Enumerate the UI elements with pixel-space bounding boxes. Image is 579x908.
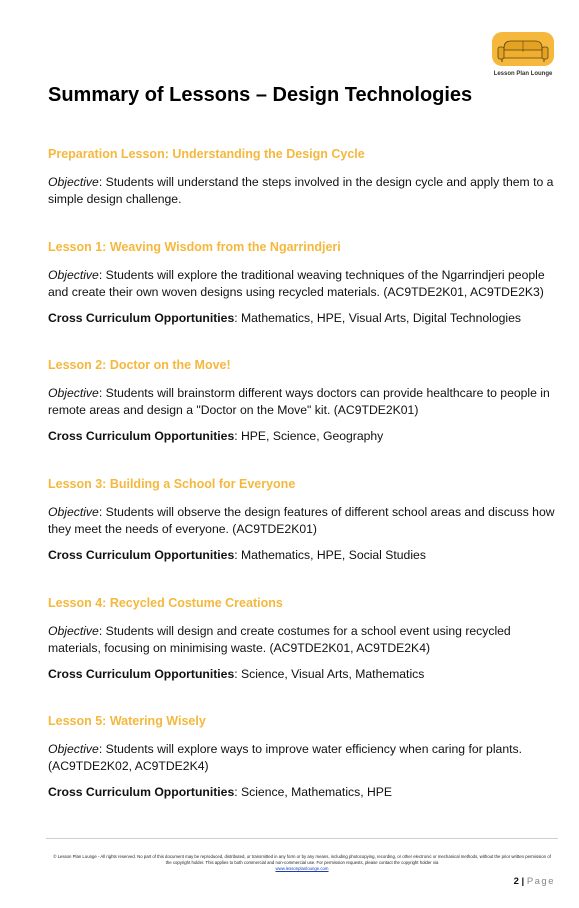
cross-curriculum-label: Cross Curriculum Opportunities <box>48 667 235 681</box>
lesson-title: Lesson 5: Watering Wisely <box>48 714 206 728</box>
objective-text: Students will design and create costumes for a school event using recycled materials, focusing on minimising waste. (AC9TDE2K01, AC9TDE2K4) <box>48 624 511 655</box>
footer-divider <box>46 838 558 839</box>
objective-label: Objective <box>48 505 99 519</box>
lesson-5 <box>48 714 558 801</box>
page-separator: | <box>521 876 525 887</box>
cross-curriculum: Cross Curriculum Opportunities: Mathematics, HPE, Visual Arts, Digital Technologies <box>48 311 521 325</box>
cross-curriculum: Cross Curriculum Opportunities: Science, Mathematics, HPE <box>48 785 393 799</box>
logo <box>488 30 558 82</box>
objective-label: Objective <box>48 268 99 282</box>
lesson-objective: Objective: Students will understand the steps involved in the design cycle and apply them to a simple design challenge. <box>48 175 554 206</box>
lesson-objective: Objective: Students will design and create costumes for a school event using recycled materials, focusing on minimising waste. (AC9TDE2K01, AC9TDE2K4) <box>48 624 511 655</box>
logo-text: Lesson Plan Lounge <box>493 71 553 77</box>
cross-curriculum: Cross Curriculum Opportunities: HPE, Science, Geography <box>48 429 384 443</box>
page-number <box>514 876 555 887</box>
objective-text: Students will observe the design features of different school areas and discuss how they meet the needs of everyone. (AC9TDE2K01) <box>48 505 555 536</box>
lesson-title: Lesson 3: Building a School for Everyone <box>48 477 296 491</box>
lesson-objective: Objective: Students will observe the design features of different school areas and discuss how they meet the needs of everyone. (AC9TDE2K01) <box>48 505 555 536</box>
objective-label: Objective <box>48 624 99 638</box>
objective-label: Objective <box>48 175 99 189</box>
lesson-title: Preparation Lesson: Understanding the Design Cycle <box>48 147 365 161</box>
lesson-preparation <box>48 147 558 208</box>
cross-curriculum-text: Mathematics, HPE, Visual Arts, Digital Technologies <box>241 311 521 325</box>
cross-curriculum-label: Cross Curriculum Opportunities <box>48 548 235 562</box>
copyright-text: © Lesson Plan Lounge - All rights reserved. No part of this document may be reproduced, distributed, or transmitted in any form or by any means, including photocopying, recording, or other electronic or mechanical methods, without the prior written permission of the copyright holder. This applies to both commercial and non-commercial use. For permission requests, please contact the copyright holder via <box>53 854 551 865</box>
sofa-icon <box>488 30 558 72</box>
objective-text: Students will explore the traditional weaving techniques of the Ngarrindjeri people and create their own woven designs using recycled materials. (AC9TDE2K01, AC9TDE2K3) <box>48 268 545 299</box>
cross-curriculum: Cross Curriculum Opportunities: Science, Visual Arts, Mathematics <box>48 667 425 681</box>
cross-curriculum-text: Science, Visual Arts, Mathematics <box>241 667 425 681</box>
lesson-objective: Objective: Students will explore the traditional weaving techniques of the Ngarrindjeri people and create their own woven designs using recycled materials. (AC9TDE2K01, AC9TDE2K3) <box>48 268 545 299</box>
lesson-2 <box>48 358 558 445</box>
cross-curriculum-label: Cross Curriculum Opportunities <box>48 785 235 799</box>
cross-curriculum: Cross Curriculum Opportunities: Mathematics, HPE, Social Studies <box>48 548 426 562</box>
page-title: Summary of Lessons – Design Technologies <box>48 84 473 106</box>
cross-curriculum-text: HPE, Science, Geography <box>241 429 384 443</box>
lesson-4 <box>48 596 558 683</box>
lesson-title: Lesson 2: Doctor on the Move! <box>48 358 231 372</box>
objective-text: Students will brainstorm different ways doctors can provide healthcare to people in remote areas and design a "Doctor on the Move" kit. (AC9TDE2K01) <box>48 386 550 417</box>
footer-copyright <box>50 854 554 872</box>
objective-text: Students will explore ways to improve water efficiency when caring for plants. (AC9TDE2K02, AC9TDE2K4) <box>48 742 522 773</box>
lesson-objective: Objective: Students will explore ways to improve water efficiency when caring for plants. (AC9TDE2K02, AC9TDE2K4) <box>48 742 522 773</box>
cross-curriculum-label: Cross Curriculum Opportunities <box>48 429 235 443</box>
page-number-value: 2 <box>513 876 519 887</box>
lesson-objective: Objective: Students will brainstorm different ways doctors can provide healthcare to people in remote areas and design a "Doctor on the Move" kit. (AC9TDE2K01) <box>48 386 550 417</box>
page-word: Page <box>526 876 555 887</box>
lesson-title: Lesson 1: Weaving Wisdom from the Ngarrindjeri <box>48 240 341 254</box>
website-link[interactable]: www.lessonplanlounge.com <box>275 866 329 871</box>
objective-text: Students will understand the steps involved in the design cycle and apply them to a simple design challenge. <box>48 175 554 206</box>
objective-label: Objective <box>48 742 99 756</box>
cross-curriculum-label: Cross Curriculum Opportunities <box>48 311 235 325</box>
lesson-1 <box>48 240 558 327</box>
cross-curriculum-text: Mathematics, HPE, Social Studies <box>241 548 426 562</box>
lesson-3 <box>48 477 558 564</box>
objective-label: Objective <box>48 386 99 400</box>
lesson-title: Lesson 4: Recycled Costume Creations <box>48 596 283 610</box>
cross-curriculum-text: Science, Mathematics, HPE <box>241 785 393 799</box>
